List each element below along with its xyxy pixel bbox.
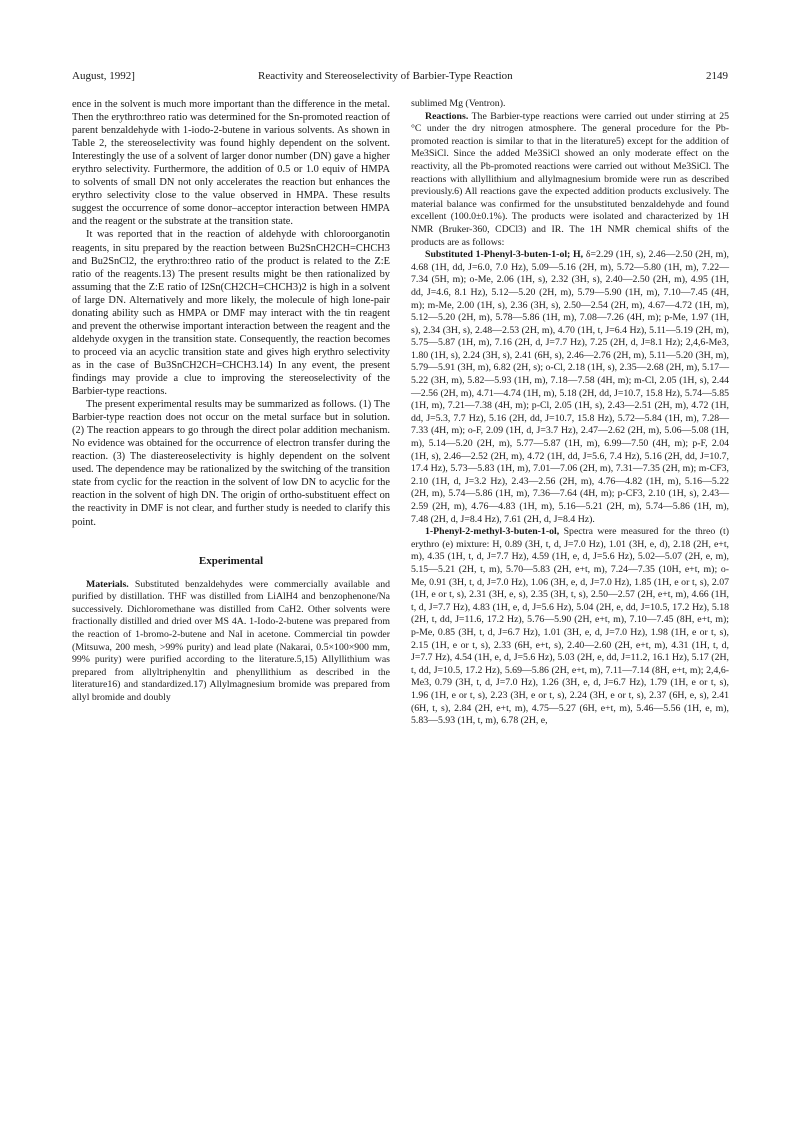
- methyl-butenol-heading: 1-Phenyl-2-methyl-3-buten-1-ol,: [425, 526, 560, 538]
- paragraph-chloroorganotin: It was reported that in the reaction of aldehyde with chloroorganotin reagents, in situ prepared by the reaction between Bu2SnCH2CH=CHCH3 and Bu2SnCl2, the erythro:threo ratio of the product is related to the Z:E ratio of the reagents.13) The present results might be then rationalized by assuming that the Z:E ratio of I2Sn(CH2CH=CHCH3)2 is high in a solvent of large DN. Alternatively and more likely, the molecule of high lone-pair donating ability such as HMPA or DMF may interact with the tin reagent and prevent the otherwise important interaction between the reagent and the aldehyde oxygen in the transition state. Consequently, the reaction becomes to proceed via an acyclic transition state and gives high erythro selectivity as in the case of Bu3SnCH2CH=CHCH3.14) In any event, the present findings may provide a clue to improving the stereoselectivity of the Barbier-type reactions.: [72, 229, 390, 398]
- paragraph-mg: sublimed Mg (Ventron).: [411, 98, 506, 109]
- header-date: August, 1992]: [72, 70, 135, 82]
- section-heading-experimental: Experimental: [198, 554, 264, 567]
- paragraph-methyl-butenol: [411, 526, 729, 728]
- paragraph-reactions: [411, 111, 729, 250]
- reactions-heading: Reactions.: [425, 110, 469, 122]
- page-number: 2149: [706, 70, 728, 82]
- materials-heading: Materials.: [86, 578, 129, 590]
- paragraph-summary: The present experimental results may be summarized as follows. (1) The Barbier-type reaction does not occur on the metal surface but in solution. (2) The reaction appears to go through the direct polar addition mechanism. No evidence was obtained for the occurrence of electron transfer during the reaction. (3) The diastereoselectivity is highly dependent on the solvent used. The dependence may be rationalized by the switching of the transition state from cyclic for the reaction in the solvent of low DN to acyclic for the reaction in the solvent of high DN. The origin of ortho-substituent effect on the reactivity in DMF is not clear, and further study is needed to clarify this point.: [72, 399, 390, 528]
- reactions-text: The Barbier-type reactions were carried out under stirring at 25 °C under the dry nitrogen atmosphere. The general procedure for the Pb-promoted reaction is similar to that in the literature5) except for the addition of Me3SiCl. Since the added Me3SiCl showed an only moderate effect on the reactivity, all the Pb-promoted reactions were carried out without Me3SiCl. The reactions with allyllithium and allylmagnesium bromide were run as described previously.6) All reactions gave the expected addition products exclusively. The material balance was confirmed for the unsubstituted benzaldehyde and found excellent (100.0±0.1%). The products were isolated and characterized by 1H NMR (Bruker-360, CDCl3) and IR. The 1H NMR chemical shifts of the products are as follows:: [411, 110, 729, 248]
- materials-text: Substituted benzaldehydes were commercially available and purified by distillation. THF was distilled from LiAlH4 and benzophenone/Na successively. Dichloromethane was distilled from CaH2. Other solvents were fractionally distilled and dried over MS 4A. 1-Iodo-2-butene was prepared from the reaction of 1-bromo-2-butene and NaI in acetone. Commercial tin powder (Mitsuwa, 200 mesh, >99% purity) and lead plate (Nakarai, 0.5×100×900 mm, 99% purity) were purified according to the literature.5,15) Allyllithium was prepared from allyltriphenyltin and phenyllithium as described in the literature16) and standardized.17) Allylmagnesium bromide was prepared from allyl bromide and doubly: [72, 578, 390, 703]
- left-column: [72, 98, 390, 705]
- substituted-butenol-data: δ=2.29 (1H, s), 2.46—2.50 (2H, m), 4.68 (1H, dd, J=6.0, 7.0 Hz), 5.09—5.16 (2H, m), 5.72—5.80 (1H, m), 7.22—7.34 (5H, m); o-Me, 2.06 (1H, s), 2.32 (3H, s), 2.40—2.50 (2H, m), 4.95 (1H, dd, J=4.6, 8.1 Hz), 5.12—5.20 (2H, m), 5.79—5.90 (1H, m), 7.10—7.45 (4H, m); m-Me, 2.00 (1H, s), 2.36 (3H, s), 2.50—2.54 (2H, m), 4.67—4.72 (1H, m), 5.12—5.20 (2H, m), 5.78—5.86 (1H, m), 7.08—7.26 (4H, m); p-Me, 1.97 (1H, s), 2.34 (3H, s), 2.48—2.53 (2H, m), 4.70 (1H, t, J=6.4 Hz), 5.11—5.19 (2H, m), 5.75—5.87 (1H, m), 7.16 (2H, d, J=7.7 Hz), 7.25 (2H, d, J=8.1 Hz); 2,4,6-Me3, 1.80 (1H, s), 2.24 (3H, s), 2.41 (6H, s), 2.46—2.76 (2H, m), 5.11—5.20 (3H, m), 5.79—5.91 (3H, m), 6.82 (2H, s); o-Cl, 2.18 (1H, s), 2.35—2.68 (2H, m), 5.17—5.22 (3H, m), 5.82—5.93 (1H, m), 7.18—7.58 (4H, m); m-Cl, 2.05 (1H, s), 2.44—2.56 (2H, m), 4.71—4.74 (1H, m), 5.18 (2H, dd, J=10.7, 15.8 Hz), 5.74—5.85 (1H, m), 7.21—7.38 (4H, m); p-Cl, 2.05 (1H, s), 2.43—2.51 (2H, m), 4.72 (1H, dd, J=5.3, 7.7 Hz), 5.16 (2H, dd, J=10.7, 15.8 Hz), 5.72—5.84 (1H, m), 7.28—7.33 (4H, m); o-F, 2.09 (1H, d, J=3.7 Hz), 2.47—2.62 (2H, m), 5.06—5.08 (1H, m), 5.14—5.20 (2H, m), 5.77—5.87 (1H, m), 6.99—7.50 (4H, m); p-F, 2.04 (1H, s), 2.46—2.52 (2H, m), 4.72 (1H, dd, J=5.6, 7.4 Hz), 5.16 (2H, dd, J=10.7, 17.4 Hz), 5.73—5.83 (1H, m), 7.01—7.06 (2H, m), 7.31—7.35 (2H, m); m-CF3, 2.10 (1H, d, J=3.2 Hz), 2.43—2.56 (2H, m), 4.76—4.82 (1H, m), 5.16—5.22 (2H, m), 5.74—5.86 (1H, m), 7.36—7.64 (4H, m); p-CF3, 2.10 (1H, s), 2.43—2.59 (2H, m), 4.76—4.83 (1H, m), 5.16—5.21 (2H, m), 5.74—5.86 (1H, m), 7.48 (2H, d, J=8.4 Hz), 7.61 (2H, d, J=8.4 Hz).: [411, 249, 729, 525]
- header-title: Reactivity and Stereoselectivity of Barbier-Type Reaction: [258, 70, 513, 82]
- paragraph-stereoselectivity: ence in the solvent is much more important than the difference in the metal. Then the erythro:threo ratio was determined for the Sn-promoted reaction of parent benzaldehyde with 1-iodo-2-butene in various solvents. As shown in Table 2, the stereoselectivity was found highly dependent on the solvent. Interestingly the use of a solvent of larger donor number (DN) gave a higher erythro selectivity. Furthermore, the addition of 0.5 or 1.0 equiv of HMPA to solvents of small DN not only accelerates the reaction but enhances the erythro selectivity close to the value observed in HMPA. These results suggest the occurrence of some donor–acceptor interaction between HMPA and the reagent or the substrate at the transition state.: [72, 99, 390, 228]
- right-column: [411, 98, 729, 728]
- running-header: [72, 70, 728, 86]
- methyl-butenol-data: Spectra were measured for the threo (t) erythro (e) mixture: H, 0.89 (3H, t, d, J=7.0 Hz), 1.01 (3H, e, d), 2.18 (2H, e+t, m), 4.35 (1H, t, d, J=7.7 Hz), 4.59 (1H, e, d, J=5.6 Hz), 5.02—5.07 (2H, e, m), 5.15—5.21 (2H, t, m), 5.70—5.83 (2H, e+t, m), 7.24—7.35 (10H, e+t, m); o-Me, 0.91 (3H, t, d, J=7.0 Hz), 1.06 (3H, e, d, J=7.0 Hz), 1.85 (1H, e or t, s), 2.07 (1H, e or t, s), 2.31 (3H, e, s), 2.35 (3H, t, s), 2.50—2.57 (2H, e+t, m), 4.66 (1H, t, d, J=7.7 Hz), 4.83 (1H, e, d, J=5.6 Hz), 5.04 (2H, e, dd, J=10.5, 17.2 Hz), 5.18 (2H, t, dd, J=11.6, 17.2 Hz), 5.76—5.90 (2H, e+t, m), 7.10—7.45 (8H, e+t, m); p-Me, 0.85 (3H, t, d, J=6.7 Hz), 1.01 (3H, e, d, J=7.0 Hz), 1.98 (1H, e or t, s), 2.15 (1H, e or t, s), 2.33 (6H, e+t, s), 2.40—2.60 (2H, e+t, m), 4.31 (1H, t, d, J=7.7 Hz), 4.54 (1H, e, d, J=5.6 Hz), 5.03 (2H, e, dd, J=11.2, 16.1 Hz), 5.17 (2H, t, dd, J=10.5, 17.2 Hz), 5.69—5.86 (2H, e+t, m), 7.11—7.14 (8H, e+t, m); 2,4,6-Me3, 0.79 (3H, t, d, J=7.0 Hz), 1.26 (3H, e, d, J=6.7 Hz), 1.79 (1H, e or t, s), 1.96 (1H, e or t, s), 2.23 (3H, e or t, s), 2.24 (3H, e or t, s), 2.37 (6H, e, s), 2.41 (6H, t, s), 2.84 (2H, e+t, m), 4.75—5.27 (6H, e+t, m), 5.46—5.56 (1H, e, m), 5.83—5.93 (1H, t, m), 6.78 (2H, e,: [411, 526, 729, 727]
- paragraph-materials: [72, 579, 390, 705]
- paragraph-substituted-butenol: [411, 249, 729, 526]
- substituted-butenol-heading: Substituted 1-Phenyl-3-buten-1-ol; H,: [425, 249, 584, 261]
